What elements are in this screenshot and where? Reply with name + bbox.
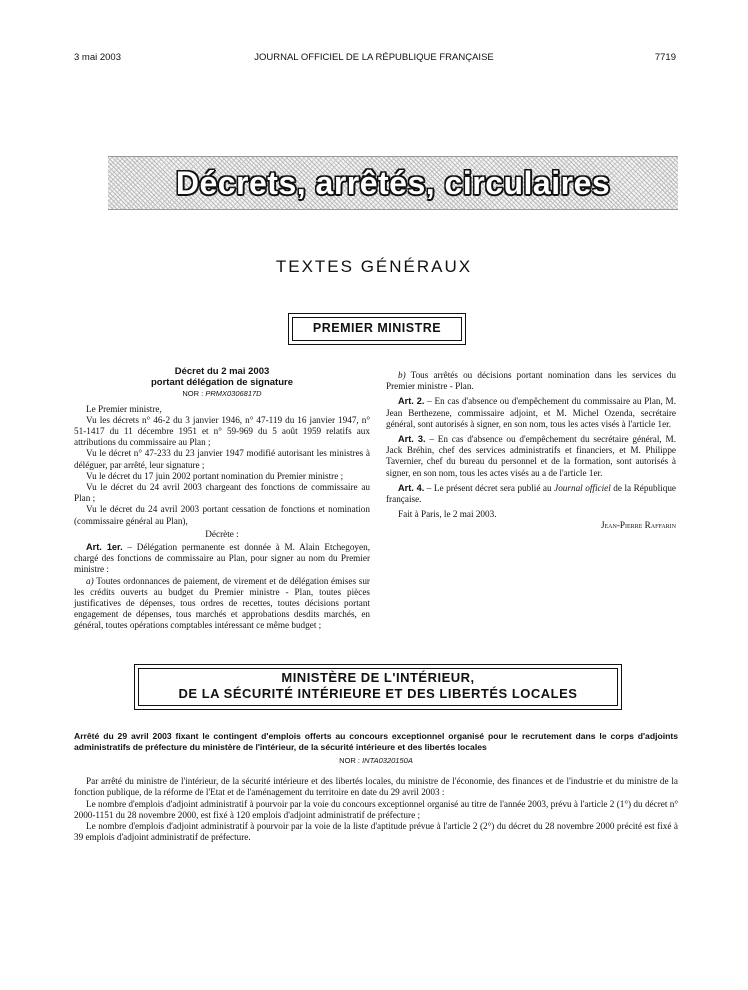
arrete-block (74, 731, 678, 843)
decree-article-1-b: b) Tous arrêtés ou décisions portant nomination dans les services du Premier ministre - Plan. (386, 370, 676, 392)
decree-title-line1: Décret du 2 mai 2003 (174, 366, 270, 377)
decree-title-line2: portant délégation de signature (151, 377, 293, 389)
decree-paragraph: Le Premier ministre, (86, 403, 162, 414)
arrete-paragraph: Le nombre d'emplois d'adjoint administratif à pourvoir par la voie de la liste d'aptitude prévue à l'article 2 (2°) du décret du 28 novembre 2000 précité est fixé à 39 emplois d'adjoint administratif de préfecture. (74, 821, 678, 843)
decree-right-column (386, 366, 676, 532)
ministry-title-line2: DE LA SÉCURITÉ INTÉRIEURE ET DES LIBERTÉS LOCALES (178, 686, 578, 701)
decree-paragraph: Vu les décrets n° 46-2 du 3 janvier 1946, n° 47-119 du 16 janvier 1947, n° 51-1417 du 11 décembre 1951 et n° 59-969 du 5 août 1959 relatifs aux attributions du commissaire au Plan ; (74, 414, 370, 448)
header-journal-title: JOURNAL OFFICIEL DE LA RÉPUBLIQUE FRANÇAISE (254, 52, 494, 63)
header-date: 3 mai 2003 (74, 52, 122, 63)
ministry-box-interieur (134, 664, 622, 710)
decree-article-3: Art. 3. – En cas d'absence ou d'empêchement du secrétaire général, M. Jack Bréhin, chef des services administratifs et financiers, et M. Philippe Tavernier, chef du bureau du personnel et de la formation, sont autorisés à signer, en son nom, tous les actes visés au a de l'article 1er. (386, 434, 676, 478)
ministry-title-line1: MINISTÈRE DE L'INTÉRIEUR, (281, 670, 475, 685)
decree-paragraph: Vu le décret n° 47-233 du 23 janvier 1947 modifié autorisant les ministres à déléguer, par arrêté, leur signature ; (74, 448, 370, 470)
decree-decrete: Décrète : (205, 528, 239, 539)
ministry-box-premier-ministre (288, 313, 466, 345)
arrete-paragraph: Le nombre d'emplois d'adjoint administratif à pourvoir par la voie du concours exceptionnel organisé au titre de l'année 2003, prévu à l'article 2 (1°) du décret n° 2000-1151 du 28 novembre 2000, est fixé à 120 emplois d'adjoint administratif de préfecture ; (74, 798, 678, 820)
decree-article-2: Art. 2. – En cas d'absence ou d'empêchement du commissaire au Plan, M. Jean Berthezene, commissaire adjoint, et M. Michel Ozenda, secrétaire général, sont autorisés à signer, en son nom, tous les actes visés à l'article 1er. (386, 396, 676, 429)
decree-nor: NOR : PRMX0306817D (182, 389, 262, 399)
header-page-number: 7719 (654, 52, 676, 63)
decree-article-1: Art. 1er. – Délégation permanente est donnée à M. Alain Etchegoyen, chargé des fonctions de commissaire au Plan, pour signer au nom du Premier ministre : (74, 542, 370, 575)
arrete-title: Arrêté du 29 avril 2003 fixant le contingent d'emplois offerts au concours exceptionnel organisé pour le recrutement dans le corps d'adjoints administratifs de préfecture du ministère de l'intérieur, de la sécurité intérieure et des libertés locales (74, 731, 678, 752)
decree-signature: Jean-Pierre Raffarin (600, 520, 676, 531)
ministry-title: PREMIER MINISTRE (312, 321, 442, 335)
decree-done-at: Fait à Paris, le 2 mai 2003. (398, 509, 497, 520)
section-title: TEXTES GÉNÉRAUX (275, 257, 473, 276)
decree-left-column (74, 366, 370, 632)
decree-paragraph: Vu le décret du 24 avril 2003 chargeant des fonctions de commissaire au Plan ; (74, 482, 370, 504)
decree-paragraph: Vu le décret du 24 avril 2003 portant cessation de fonctions et nomination (commissaire général au Plan), (74, 504, 370, 526)
decree-paragraph: Vu le décret du 17 juin 2002 portant nomination du Premier ministre ; (86, 470, 344, 481)
decree-article-4: Art. 4. – Le présent décret sera publié au Journal officiel de la République française. (386, 482, 676, 505)
arrete-paragraph: Par arrêté du ministre de l'intérieur, de la sécurité intérieure et des libertés locales, du ministre de l'économie, des finances et de l'industrie et du ministre de la fonction publique, de la réforme de l'Etat et de l'aménagement du territoire en date du 29 avril 2003 : (74, 776, 678, 798)
arrete-nor: NOR : INTA0320150A (339, 756, 413, 765)
banner-title: Décrets, arrêtés, circulaires (175, 165, 611, 201)
section-banner (108, 156, 678, 210)
decree-article-1-a: a) Toutes ordonnances de paiement, de virement et de délégation émises sur les crédits ouverts au budget du Premier ministre - Plan, toutes pièces justificatives de dépenses, tous ordres de recettes, toutes décisions portant engagement de dépenses, tous marchés et approbations desdits marchés, en général, toutes opérations comptables intéressant ce même budget ; (74, 575, 370, 631)
